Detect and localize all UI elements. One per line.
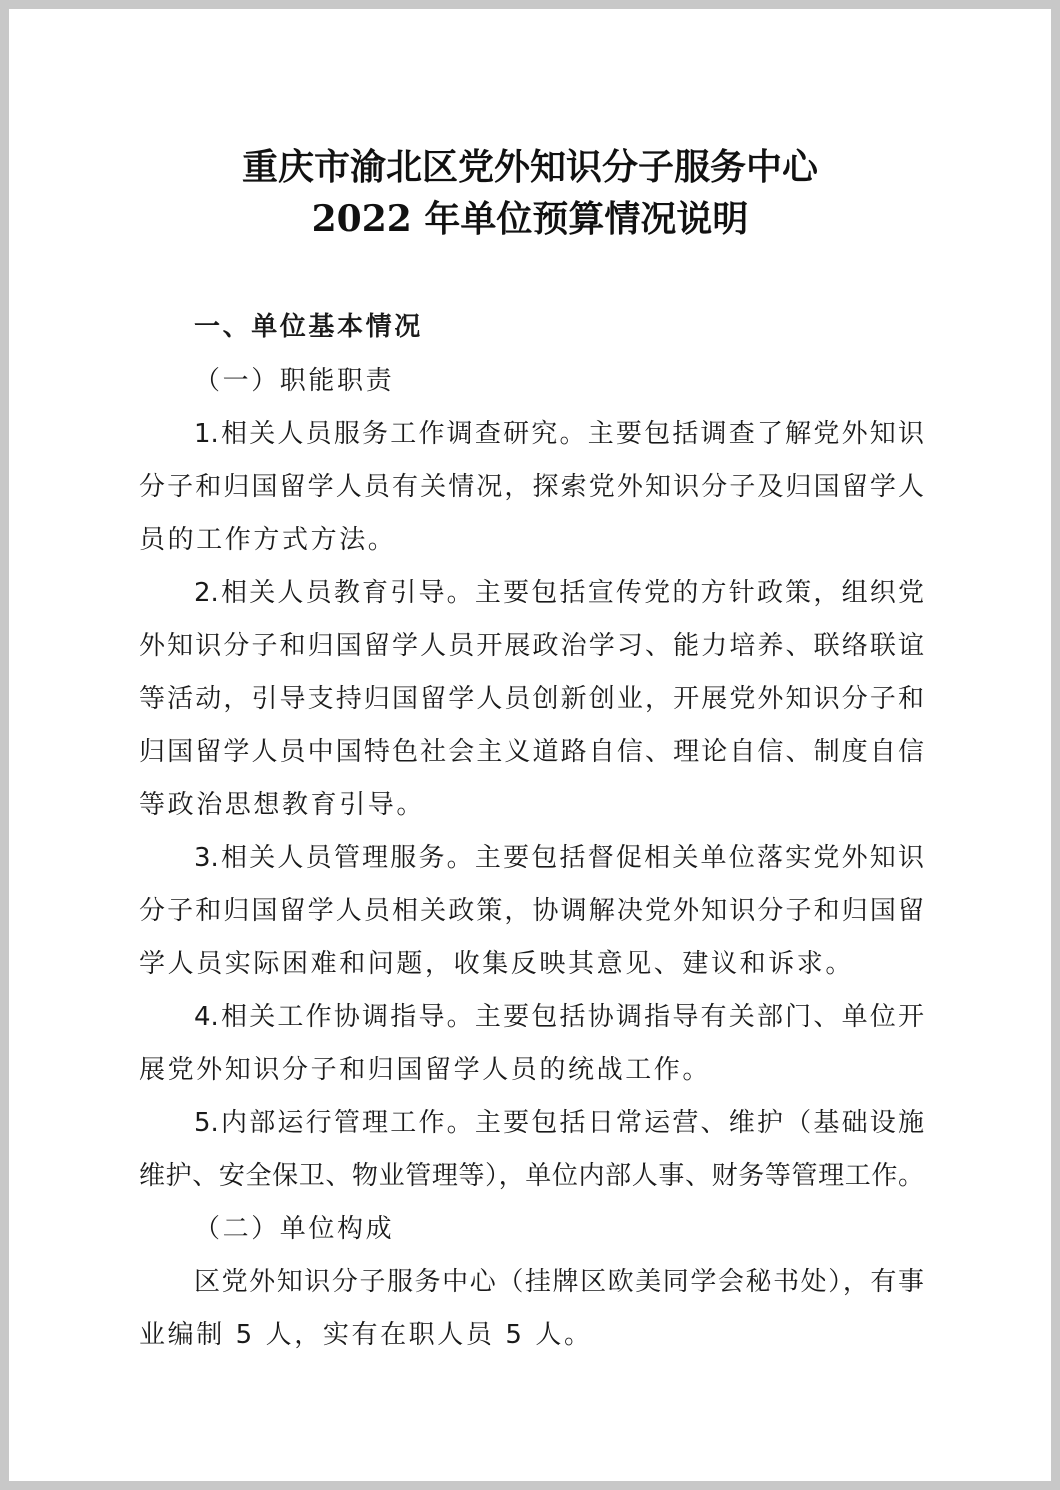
paragraph-line: 学人员实际困难和问题，收集反映其意见、建议和诉求。 (139, 949, 855, 979)
paragraph-line: 1.相关人员服务工作调查研究。主要包括调查了解党外知识 (194, 419, 924, 449)
paragraph-line: 业编制 5 人，实有在职人员 5 人。 (139, 1320, 593, 1350)
paragraph-line: 外知识分子和归国留学人员开展政治学习、能力培养、联络联谊 (139, 631, 924, 661)
paragraph-line: 分子和归国留学人员相关政策，协调解决党外知识分子和归国留 (139, 896, 924, 926)
subsection-heading: （二）单位构成 (194, 1214, 395, 1244)
subsection-heading: （一）职能职责 (194, 366, 395, 396)
paragraph-line: 区党外知识分子服务中心（挂牌区欧美同学会秘书处），有事 (194, 1267, 924, 1297)
document-title-line2: 2022 年单位预算情况说明 (311, 198, 749, 240)
paragraph-line: 展党外知识分子和归国留学人员的统战工作。 (139, 1055, 712, 1085)
document-page (9, 9, 1051, 1481)
paragraph-line: 3.相关人员管理服务。主要包括督促相关单位落实党外知识 (194, 843, 924, 873)
paragraph-line: 2.相关人员教育引导。主要包括宣传党的方针政策，组织党 (194, 578, 924, 608)
document-title-line1: 重庆市渝北区党外知识分子服务中心 (241, 146, 818, 188)
paragraph-line: 维护、安全保卫、物业管理等），单位内部人事、财务等管理工作。 (139, 1161, 924, 1191)
paragraph-line: 分子和归国留学人员有关情况，探索党外知识分子及归国留学人 (139, 472, 924, 502)
paragraph-line: 5.内部运行管理工作。主要包括日常运营、维护（基础设施 (194, 1108, 924, 1138)
paragraph-line: 归国留学人员中国特色社会主义道路自信、理论自信、制度自信 (139, 737, 924, 767)
paragraph-line: 员的工作方式方法。 (139, 525, 397, 555)
paragraph-line: 等活动，引导支持归国留学人员创新创业，开展党外知识分子和 (139, 684, 924, 714)
paragraph-line: 等政治思想教育引导。 (139, 790, 426, 820)
paragraph-line: 4.相关工作协调指导。主要包括协调指导有关部门、单位开 (194, 1002, 924, 1032)
section-heading: 一、单位基本情况 (194, 312, 423, 342)
